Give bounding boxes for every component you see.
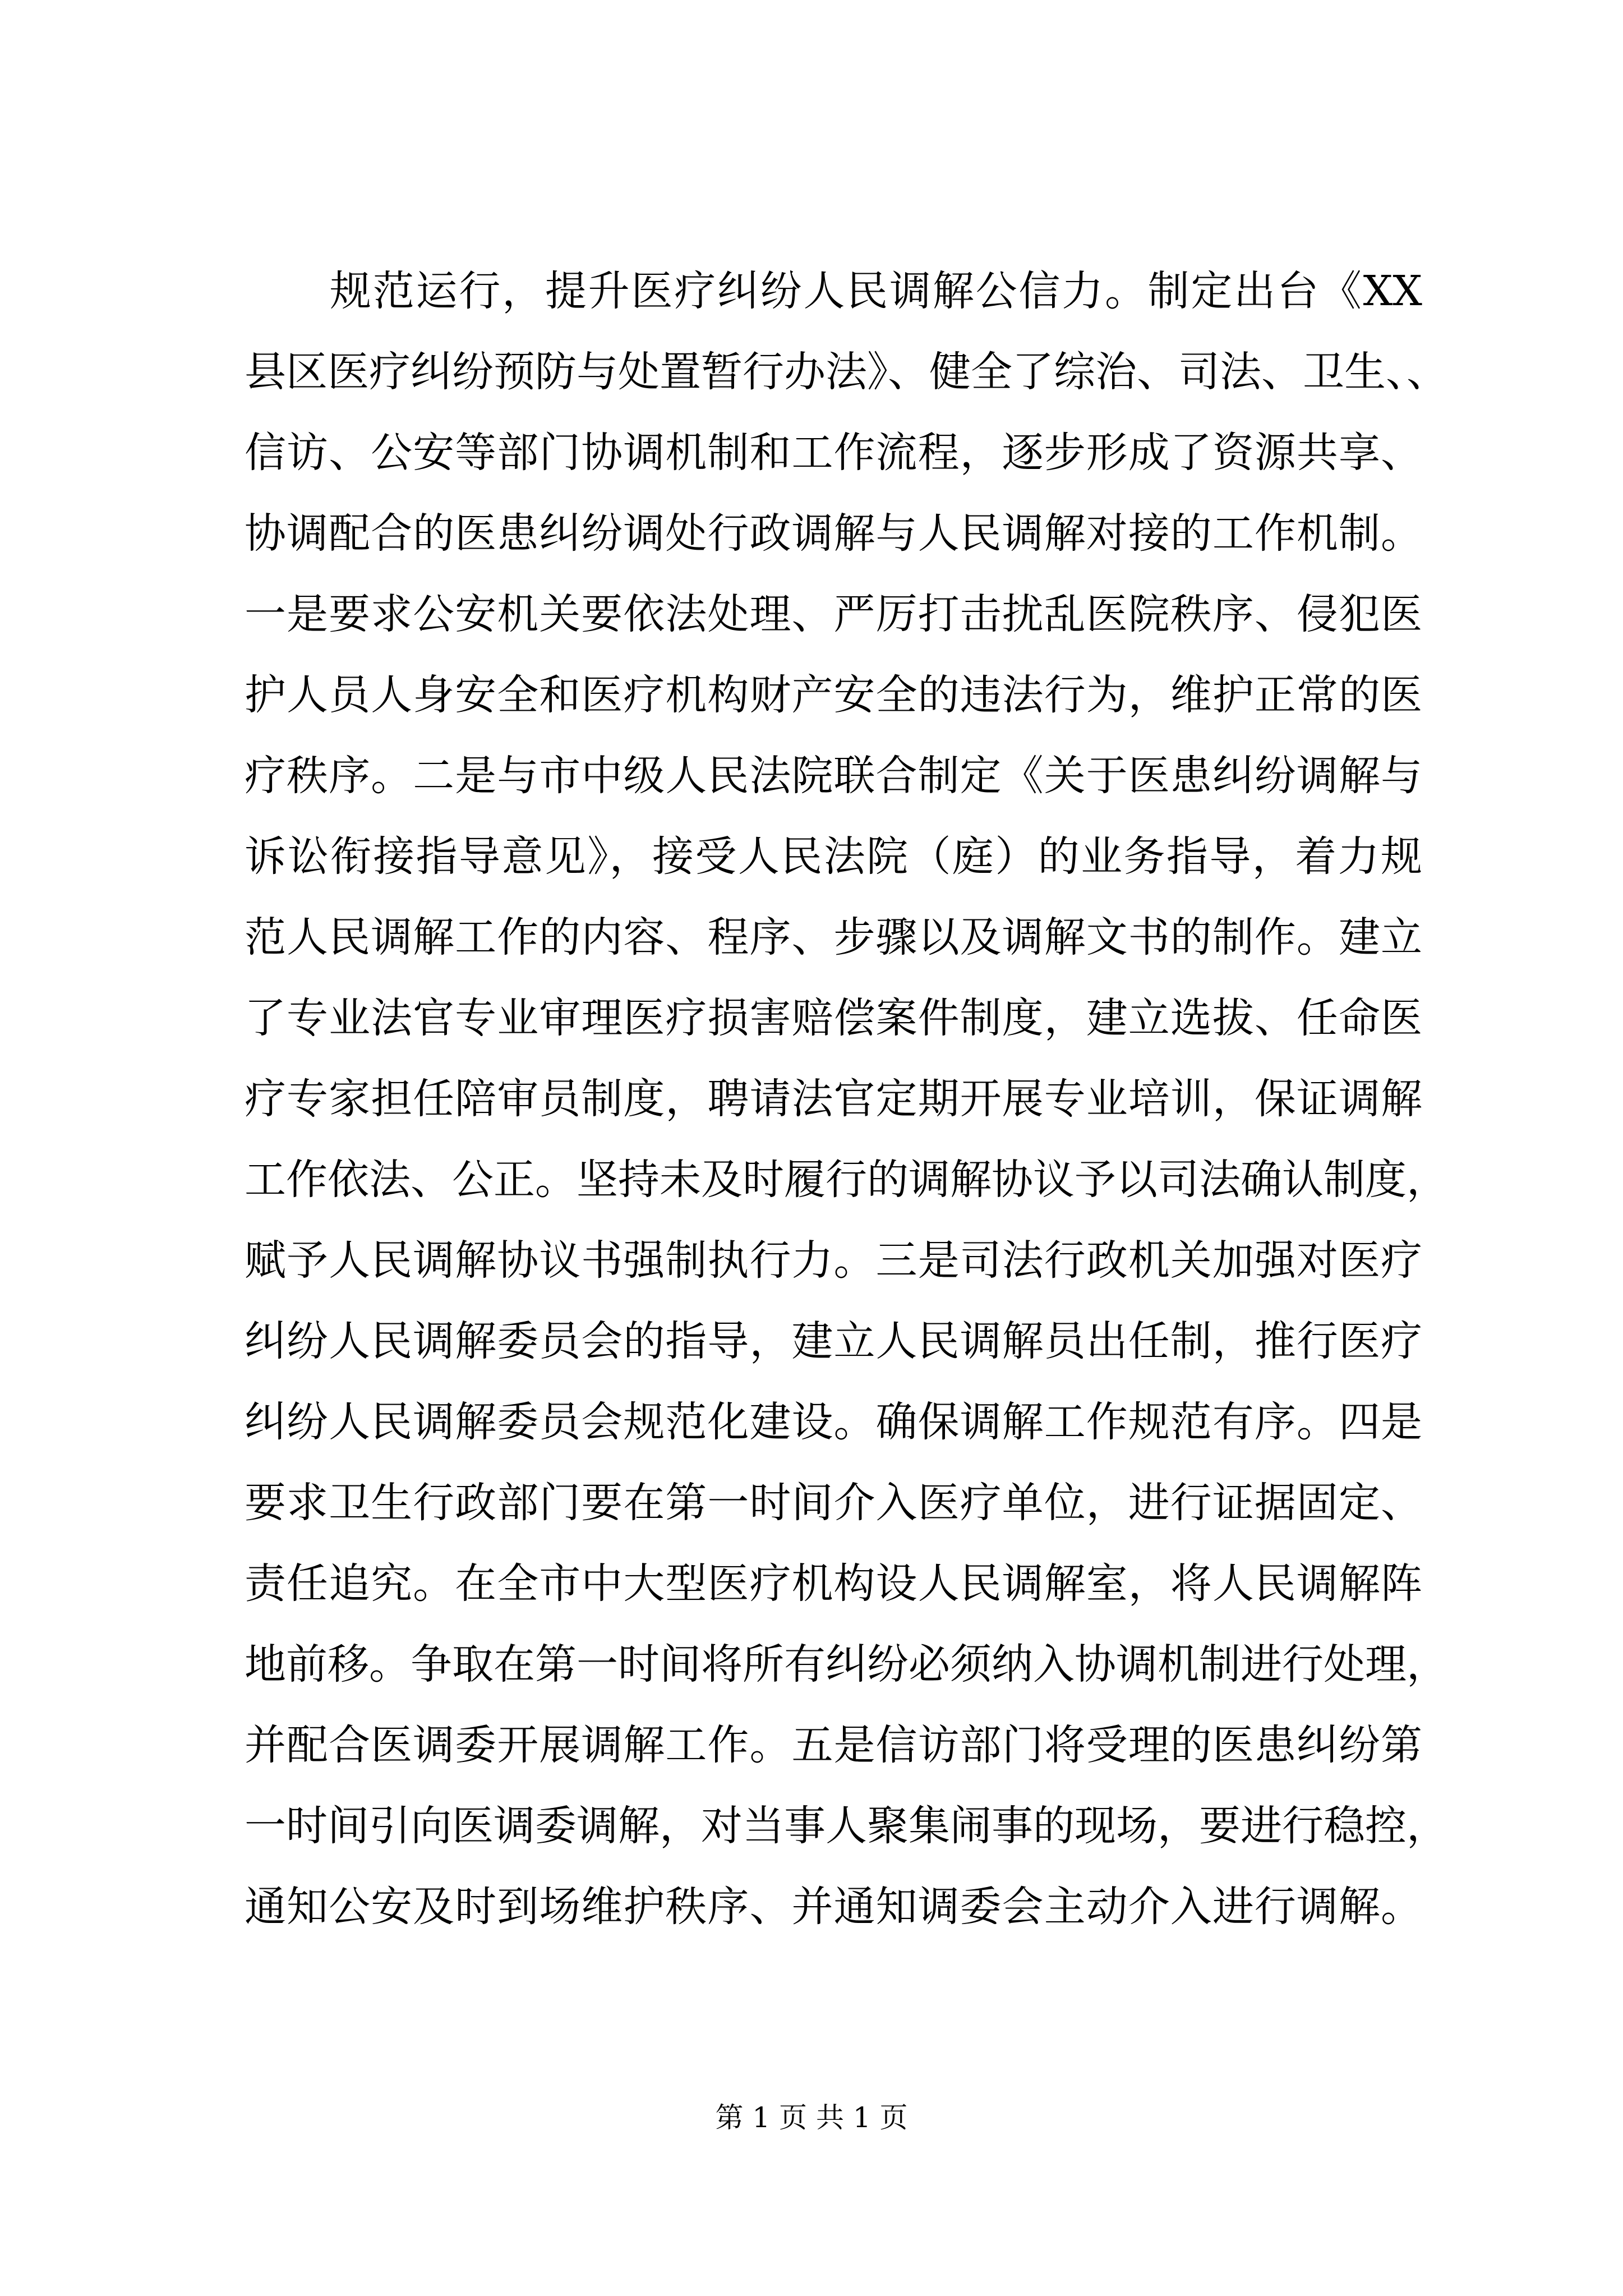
paragraph-line: 纠纷人民调解委员会规范化建设。确保调解工作规范有序。四是: [245, 1398, 1422, 1446]
paragraph-line: 地前移。争取在第一时间将所有纠纷必须纳入协调机制进行处理，: [245, 1640, 1448, 1688]
document-body: [245, 267, 1448, 1964]
paragraph-line: 一是要求公安机关要依法处理、严厉打击扰乱医院秩序、侵犯医: [245, 590, 1422, 638]
paragraph-line: 范人民调解工作的内容、程序、步骤以及调解文书的制作。建立: [245, 913, 1422, 961]
paragraph-line: 了专业法官专业审理医疗损害赔偿案件制度，建立选拔、任命医: [245, 994, 1422, 1042]
paragraph-line: 规范运行，提升医疗纠纷人民调解公信力。制定出台《XX: [330, 267, 1422, 315]
paragraph-line: 一时间引向医调委调解，对当事人聚集闹事的现场，要进行稳控，: [245, 1802, 1448, 1850]
page-number-label: 第 1 页 共 1 页: [715, 2101, 908, 2134]
paragraph-line: 诉讼衔接指导意见》，接受人民法院（庭）的业务指导，着力规: [245, 832, 1422, 881]
paragraph-line: 并配合医调委开展调解工作。五是信访部门将受理的医患纠纷第: [245, 1721, 1422, 1769]
paragraph-line: 信访、公安等部门协调机制和工作流程，逐步形成了资源共享、: [245, 429, 1422, 477]
paragraph-line: 护人员人身安全和医疗机构财产安全的违法行为，维护正常的医: [245, 671, 1422, 719]
paragraph-line: 疗专家担任陪审员制度，聘请法官定期开展专业培训，保证调解: [245, 1075, 1422, 1123]
paragraph-line: 通知公安及时到场维护秩序、并通知调委会主动介入进行调解。: [245, 1883, 1422, 1931]
paragraph-line: 要求卫生行政部门要在第一时间介入医疗单位，进行证据固定、: [245, 1479, 1422, 1527]
page-footer: [0, 2101, 1623, 2134]
paragraph-line: 责任追究。在全市中大型医疗机构设人民调解室，将人民调解阵: [245, 1559, 1422, 1608]
paragraph-line: 工作依法、公正。坚持未及时履行的调解协议予以司法确认制度，: [245, 1156, 1448, 1204]
paragraph-line: 协调配合的医患纠纷调处行政调解与人民调解对接的工作机制。: [245, 509, 1422, 558]
paragraph-line: 纠纷人民调解委员会的指导，建立人民调解员出任制，推行医疗: [245, 1317, 1422, 1365]
paragraph-line: 疗秩序。二是与市中级人民法院联合制定《关于医患纠纷调解与: [245, 752, 1422, 800]
paragraph-line: 赋予人民调解协议书强制执行力。三是司法行政机关加强对医疗: [245, 1236, 1422, 1285]
paragraph-line: 县区医疗纠纷预防与处置暂行办法》、健全了综治、司法、卫生、、: [245, 348, 1448, 396]
